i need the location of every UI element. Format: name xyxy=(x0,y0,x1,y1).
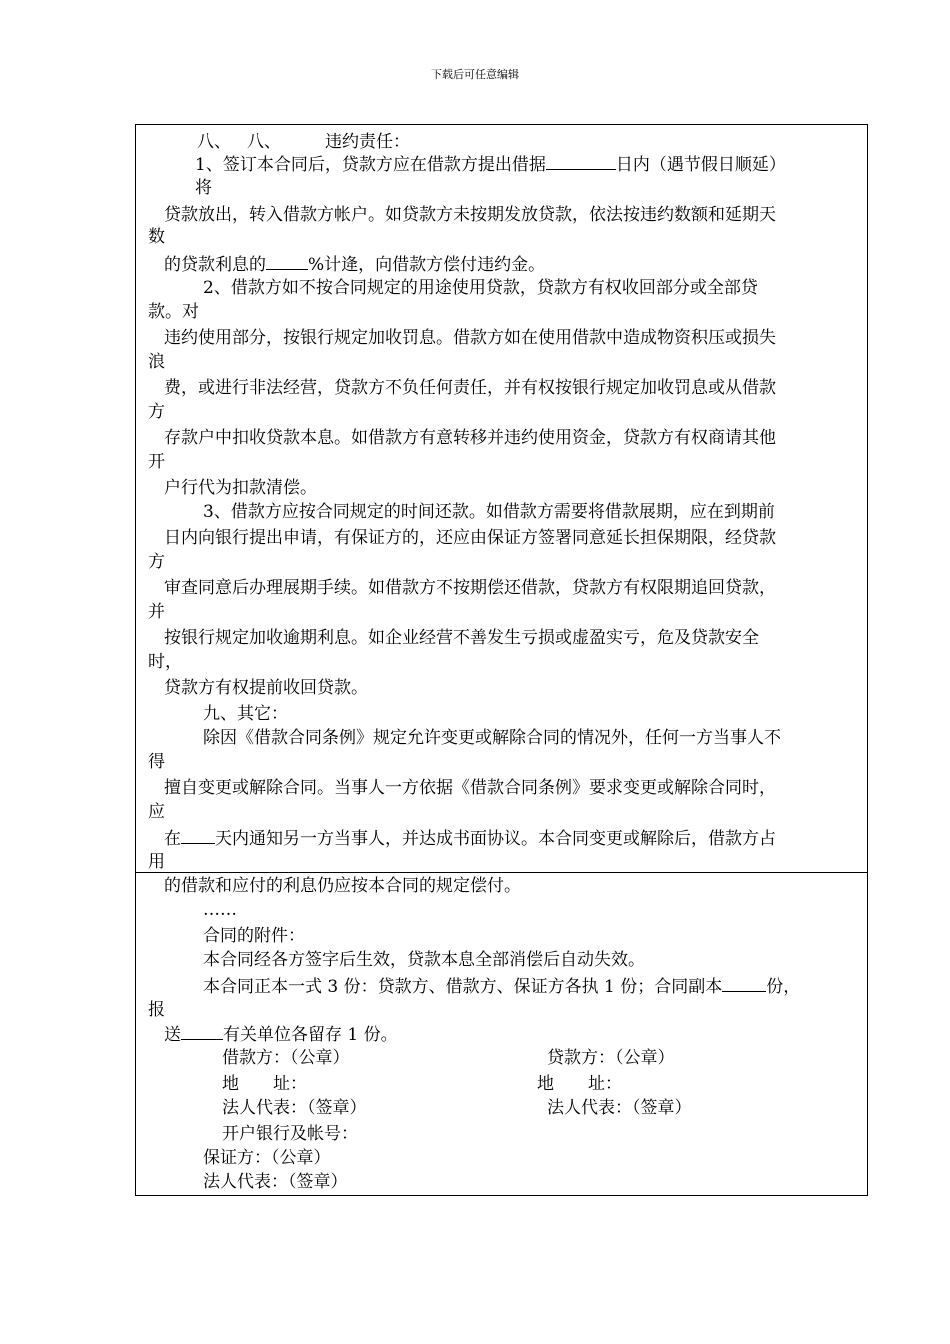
text-line: 2、借款方如不按合同规定的用途使用贷款，贷款方有权收回部分或全部贷 xyxy=(203,278,758,298)
borrower-address: 地 址： xyxy=(222,1074,307,1094)
section-number: 八、 xyxy=(197,132,231,152)
blank-copies-field xyxy=(722,976,766,992)
attachment-label: 合同的附件： xyxy=(203,926,305,946)
blank-recipient-field xyxy=(181,1024,223,1040)
page-header-note: 下载后可任意编辑 xyxy=(431,68,519,81)
text-line: 在 天内通知另一方当事人，并达成书面协议。本合同变更或解除后，借款方占 xyxy=(164,829,776,849)
section-8-heading: 违约责任： xyxy=(325,132,410,152)
text-line: 费，或进行非法经营，贷款方不负任何责任，并有权按银行规定加收罚息或从借款 xyxy=(164,378,776,398)
section-9-title: 九、其它： xyxy=(203,704,288,724)
guarantor-seal: 保证方：（公章） xyxy=(203,1148,331,1168)
text-line: 开 xyxy=(148,452,165,472)
text-line: 浪 xyxy=(148,352,165,372)
text-line: 方 xyxy=(148,402,165,422)
text-line: 报 xyxy=(148,1000,165,1020)
ellipsis: …… xyxy=(203,900,237,920)
text-line: 应 xyxy=(148,802,165,822)
text-line: 并 xyxy=(148,602,165,622)
contract-table-cell-2 xyxy=(135,872,868,1196)
text-line: 按银行规定加收逾期利息。如企业经营不善发生亏损或虚盈实亏，危及贷款安全 xyxy=(164,628,759,648)
lender-legal-rep: 法人代表：（签章） xyxy=(547,1098,692,1118)
text-line: 送 有关单位各留存 1 份。 xyxy=(164,1025,398,1045)
section-8-title xyxy=(197,132,410,152)
text-line: 的借款和应付的利息仍应按本合同的规定偿付。 xyxy=(164,876,521,896)
effect-clause: 本合同经各方签字后生效，贷款本息全部消偿后自动失效。 xyxy=(203,950,645,970)
text-line: 方 xyxy=(148,552,165,572)
blank-percent-field xyxy=(266,254,308,270)
text-line: 贷款放出，转入借款方帐户。如贷款方未按期发放贷款，依法按违约数额和延期天 xyxy=(164,205,776,225)
text-line: 贷款方有权提前收回贷款。 xyxy=(164,678,368,698)
text-line: 用 xyxy=(148,852,165,872)
text-line: 的贷款利息的 %计逄，向借款方偿付违约金。 xyxy=(164,255,546,275)
text-line: 得 xyxy=(148,752,165,772)
guarantor-legal-rep: 法人代表：（签章） xyxy=(203,1172,348,1192)
borrower-legal-rep: 法人代表：（签章） xyxy=(222,1098,367,1118)
text-line: 审查同意后办理展期手续。如借款方不按期偿还借款，贷款方有权限期追回贷款， xyxy=(164,578,776,598)
contract-table-cell-1 xyxy=(135,124,868,873)
borrower-seal: 借款方：（公章） xyxy=(222,1048,350,1068)
copies-clause: 本合同正本一式 3 份：贷款方、借款方、保证方各执 1 份；合同副本 份， xyxy=(203,977,801,997)
text-line: 3、借款方应按合同规定的时间还款。如借款方需要将借款展期，应在到期前 xyxy=(203,502,775,522)
lender-seal: 贷款方：（公章） xyxy=(547,1048,675,1068)
text-line: 时， xyxy=(148,652,182,672)
section-number-dup: 八、 xyxy=(247,132,281,152)
lender-address: 地 址： xyxy=(537,1074,622,1094)
text-line: 违约使用部分，按银行规定加收罚息。借款方如在使用借款中造成物资积压或损失 xyxy=(164,328,776,348)
bank-account: 开户银行及帐号： xyxy=(222,1124,358,1144)
text-line: 1、签订本合同后，贷款方应在借款方提出借据 日内（遇节假日顺延） xyxy=(195,155,786,175)
text-line: 数 xyxy=(148,227,165,247)
blank-notice-days-field xyxy=(181,828,215,844)
text-line: 日内向银行提出申请，有保证方的，还应由保证方签署同意延长担保期限，经贷款 xyxy=(164,528,776,548)
text-line: 户行代为扣款清偿。 xyxy=(164,478,317,498)
text-line: 款。对 xyxy=(148,302,199,322)
text-line: 擅自变更或解除合同。当事人一方依据《借款合同条例》要求变更或解除合同时， xyxy=(164,778,776,798)
text-line: 除因《借款合同条例》规定允许变更或解除合同的情况外，任何一方当事人不 xyxy=(203,728,781,748)
text-line: 存款户中扣收贷款本息。如借款方有意转移并违约使用资金，贷款方有权商请其他 xyxy=(164,428,776,448)
blank-days-field xyxy=(546,154,616,170)
text-line: 将 xyxy=(195,178,212,198)
